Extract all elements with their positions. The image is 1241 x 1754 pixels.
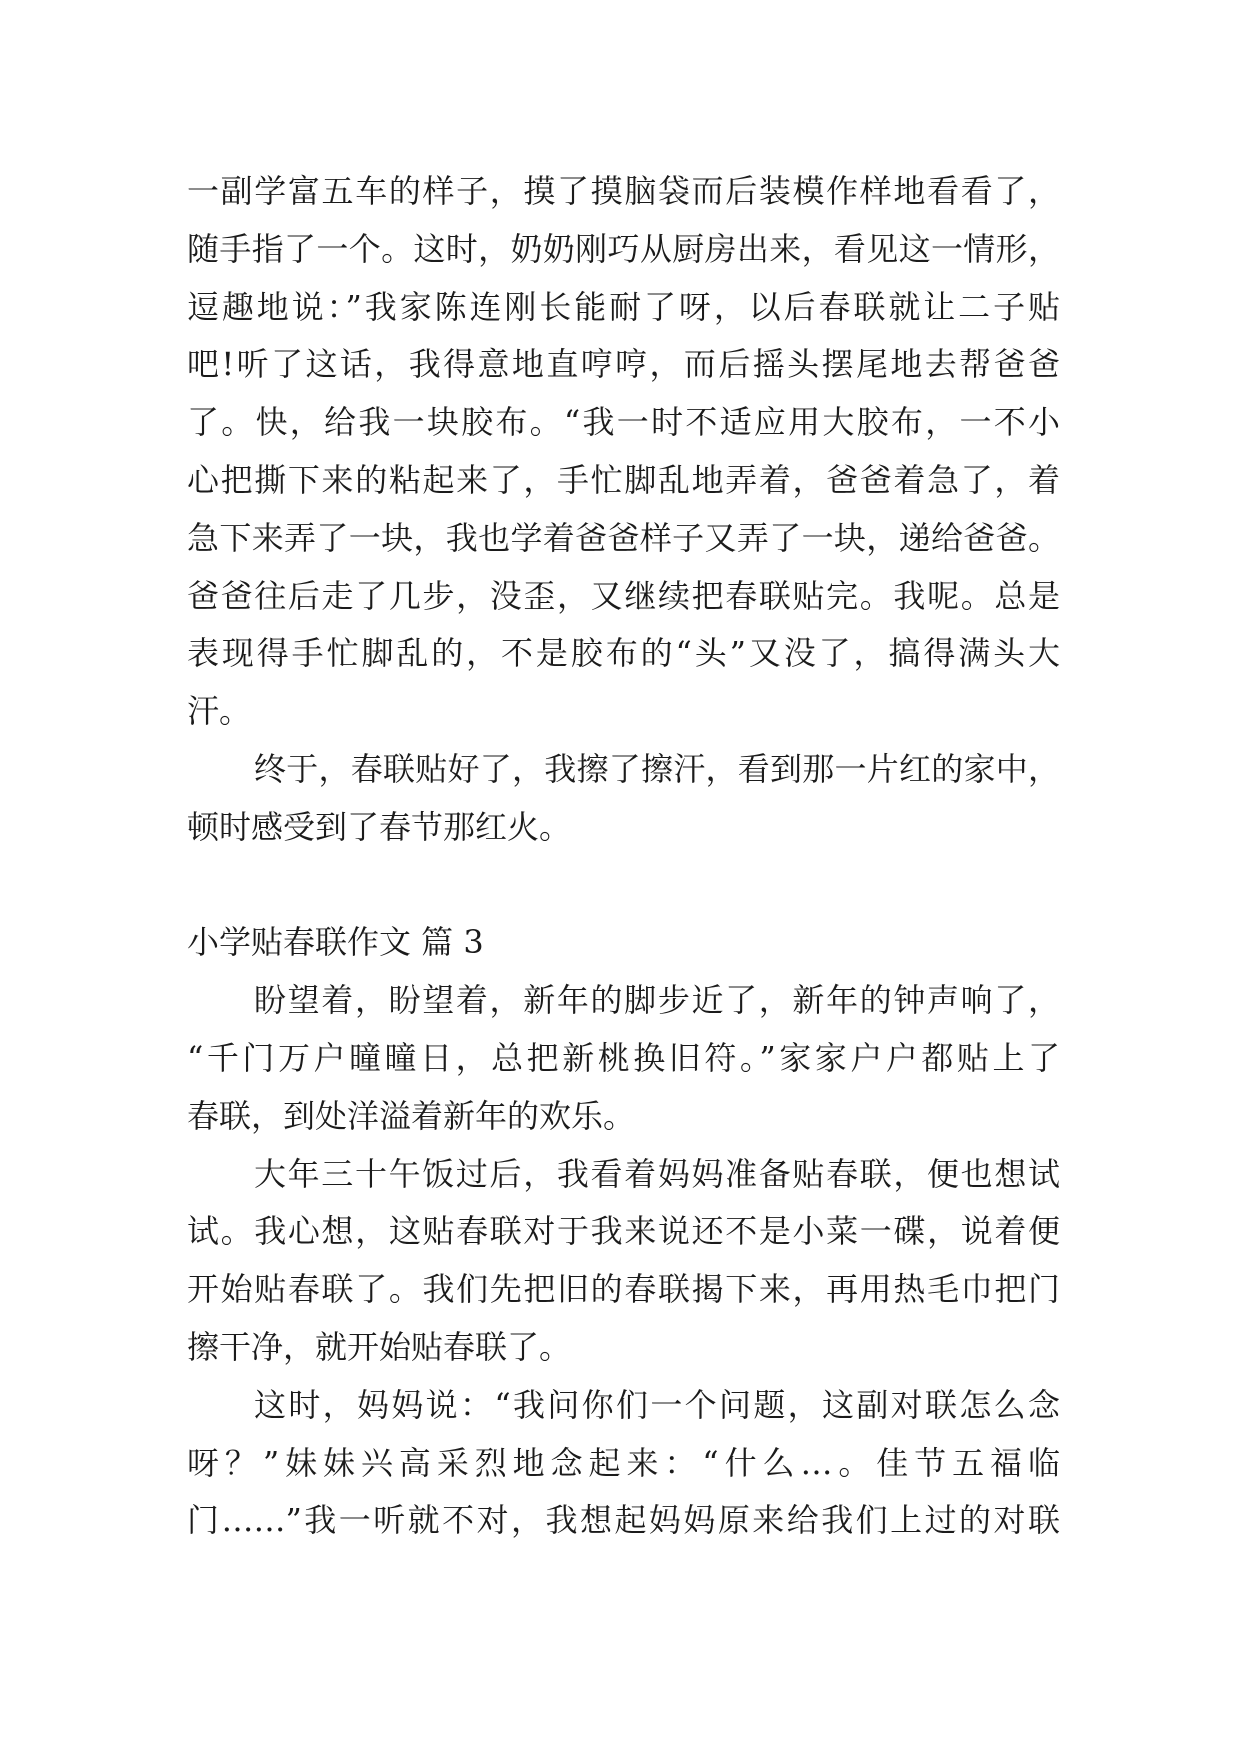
paragraph [187, 1146, 1060, 1377]
text-line: 大年三十午饭过后，我看着妈妈准备贴春联，便也想试 [254, 1154, 1060, 1193]
essay-heading: 小学贴春联作文 篇 3 [187, 923, 484, 962]
paragraph [187, 972, 1060, 1145]
page-body [187, 163, 1060, 1550]
text-line: 逗趣地说：”我家陈连刚长能耐了呀，以后春联就让二子贴 [187, 287, 1060, 326]
text-line: 擦干净，就开始贴春联了。 [187, 1327, 572, 1366]
text-line: 吧!听了这话，我得意地直哼哼，而后摇头摆尾地去帮爸爸 [187, 345, 1060, 384]
text-line: 汗。 [187, 692, 252, 731]
text-line: 爸爸往后走了几步，没歪，又继续把春联贴完。我呢。总是 [187, 576, 1060, 615]
paragraph [187, 163, 1060, 741]
text-line: 这时，妈妈说：“我问你们一个问题，这副对联怎么念 [254, 1385, 1060, 1424]
text-line: 门……”我一听就不对，我想起妈妈原来给我们上过的对联 [187, 1501, 1060, 1540]
paragraph [187, 741, 1060, 857]
text-line: 随手指了一个。这时，奶奶刚巧从厨房出来，看见这一情形， [187, 229, 1060, 268]
text-line: 一副学富五车的样子，摸了摸脑袋而后装模作样地看看了， [187, 172, 1060, 210]
blank-line [187, 857, 1060, 915]
text-line: 开始贴春联了。我们先把旧的春联揭下来，再用热毛巾把门 [187, 1270, 1060, 1309]
text-line: 春联，到处洋溢着新年的欢乐。 [187, 1096, 636, 1135]
text-line: “千门万户曈曈日，总把新桃换旧符。”家家户户都贴上了 [187, 1038, 1060, 1077]
paragraph [187, 1377, 1060, 1550]
text-line: 了。快，给我一块胶布。“我一时不适应用大胶布，一不小 [187, 403, 1060, 442]
text-line: 呀？”妹妹兴高采烈地念起来：“什么…。佳节五福临 [187, 1443, 1060, 1482]
text-line: 试。我心想，这贴春联对于我来说还不是小菜一碟，说着便 [187, 1212, 1060, 1251]
text-line: 终于，春联贴好了，我擦了擦汗，看到那一片红的家中， [254, 749, 1060, 788]
text-line: 顿时感受到了春节那红火。 [187, 807, 572, 846]
text-line: 盼望着，盼望着，新年的脚步近了，新年的钟声响了， [254, 981, 1060, 1020]
text-line: 表现得手忙脚乱的，不是胶布的“头”又没了，搞得满头大 [187, 634, 1060, 673]
text-line: 急下来弄了一块，我也学着爸爸样子又弄了一块，递给爸爸。 [187, 518, 1060, 557]
text-line: 心把撕下来的粘起来了，手忙脚乱地弄着，爸爸着急了，着 [187, 460, 1060, 499]
